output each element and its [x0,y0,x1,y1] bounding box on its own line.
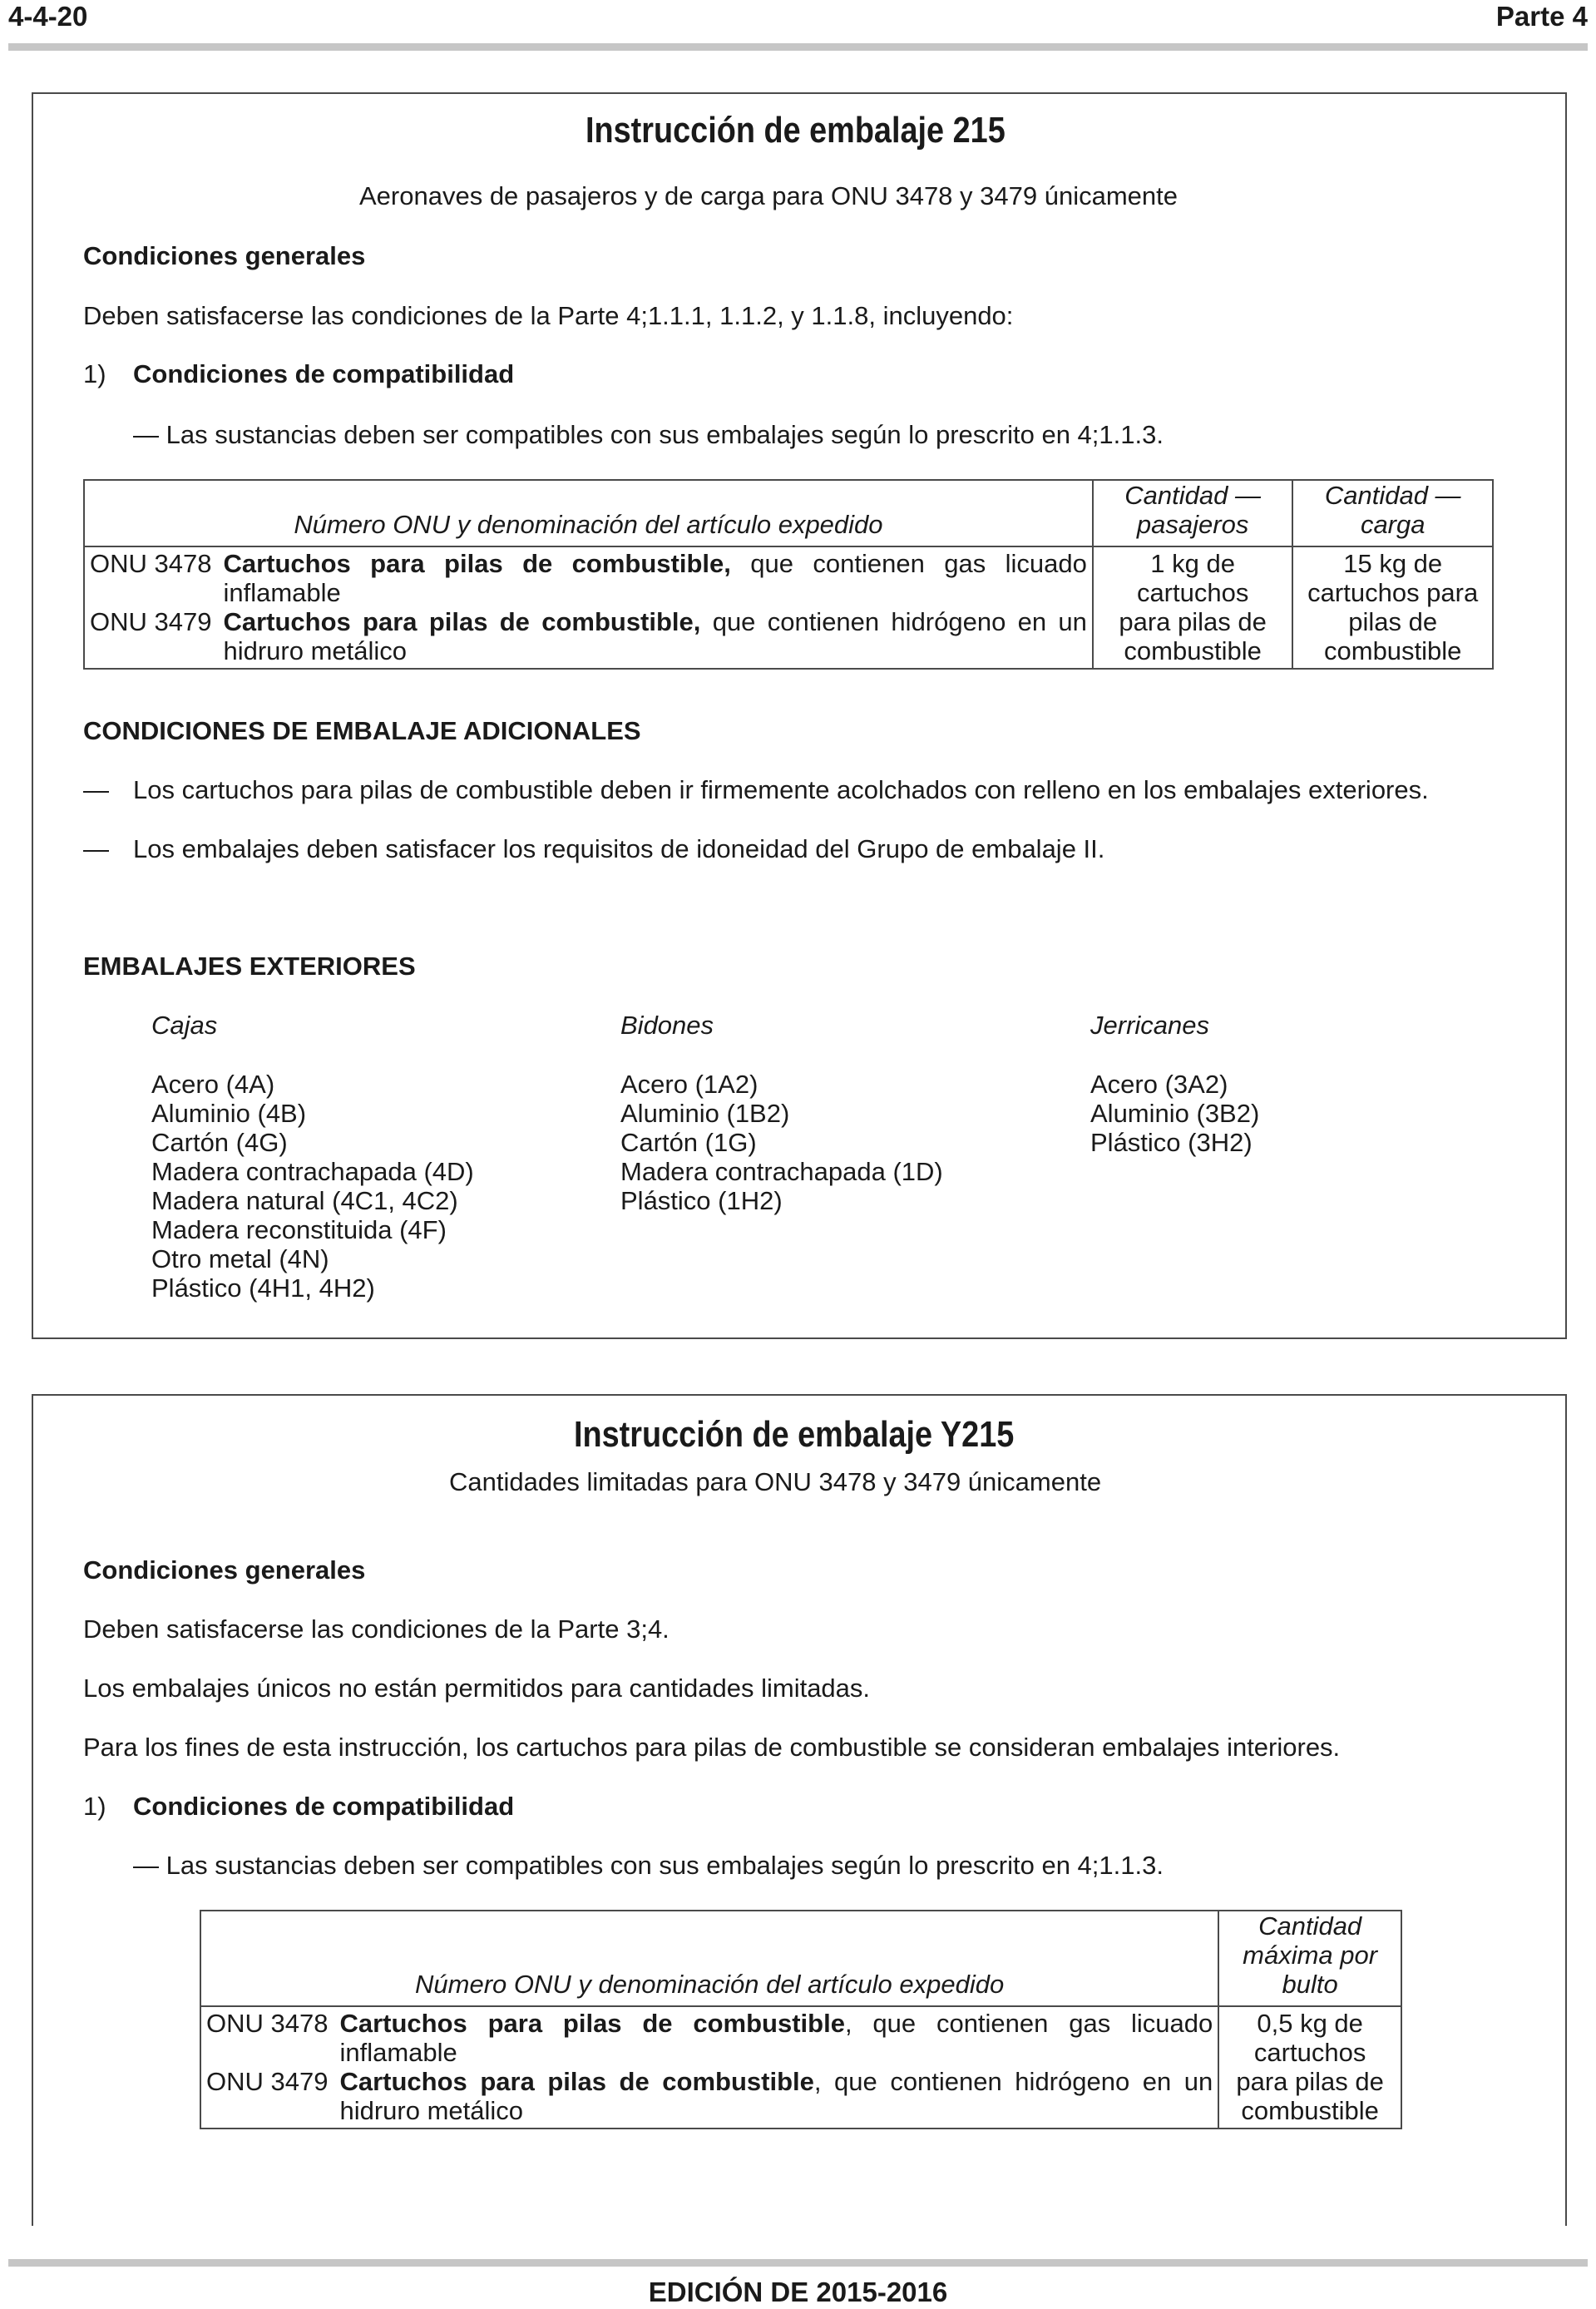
header-qty-passenger: Cantidad — pasajeros [1093,480,1293,546]
piy215-text-1: Deben satisfacerse las condiciones de la Parte 3;4. [83,1614,670,1644]
pi215-quantity-table [83,479,1494,670]
header-item: Número ONU y denominación del artículo expedido [200,1911,1218,2006]
max-qty-cell: 0,5 kg de cartuchos para pilas de combustible [1218,2006,1401,2129]
piy215-general-heading: Condiciones generales [83,1555,366,1585]
list-item: Plástico (3H2) [1090,1128,1253,1157]
list-item: ONU 3478 Cartuchos para pilas de combustible, que contienen gas licuado inflamable [90,549,1087,607]
header-rule [8,43,1588,51]
list-item: Madera contrachapada (4D) [151,1157,474,1186]
piy215-compat-heading: Condiciones de compatibilidad [133,1792,515,1821]
piy215-title: Instrucción de embalaje Y215 [574,1414,1015,1455]
header-max-qty: Cantidad máxima por bulto [1218,1911,1401,2006]
items-cell [200,2006,1218,2129]
list-item: Madera natural (4C1, 4C2) [151,1186,458,1215]
pi215-general-heading: Condiciones generales [83,241,366,270]
pi215-subtitle: Aeronaves de pasajeros y de carga para ONU 3478 y 3479 únicamente [359,181,1178,210]
table-header-row [200,1911,1401,2006]
list-item: Plástico (1H2) [620,1186,783,1215]
table-header-row [84,480,1493,546]
items-cell [84,546,1093,669]
list-item: Plástico (4H1, 4H2) [151,1273,375,1303]
list-item: ONU 3479 Cartuchos para pilas de combustible, que contienen hidrógeno en un hidruro metálico [206,2067,1213,2125]
edition-footer: EDICIÓN DE 2015-2016 [648,2277,948,2307]
jerricans-title: Jerricanes [1090,1011,1209,1040]
pi215-compat-text: — Las sustancias deben ser compatibles con sus embalajes según lo prescrito en 4;1.1.3. [133,420,1164,449]
list-item: ONU 3478 Cartuchos para pilas de combustible, que contienen gas licuado inflamable [206,2009,1213,2067]
part-label: Parte 4 [1495,1,1588,32]
list-item: Aluminio (1B2) [620,1099,790,1128]
outer-boxes-column [151,1011,474,1303]
pi215-additional-1: Los cartuchos para pilas de combustible deben ir firmemente acolchados con relleno en los embalajes exteriores. [133,775,1429,804]
list-item: ONU 3479 Cartuchos para pilas de combustible, que contienen hidrógeno en un hidruro metálico [90,607,1087,665]
outer-drums-column [620,1011,943,1215]
pi215-additional-heading: CONDICIONES DE EMBALAJE ADICIONALES [83,716,641,745]
pi215-compat-number: 1) [83,359,106,388]
list-item: Acero (1A2) [620,1070,758,1099]
list-item: Acero (4A) [151,1070,275,1099]
qty-passenger-cell: 1 kg de cartuchos para pilas de combustible [1093,546,1293,669]
list-item: Acero (3A2) [1090,1070,1228,1099]
header-qty-cargo: Cantidad — carga [1292,480,1493,546]
drums-title: Bidones [620,1011,714,1040]
dash-1: — [83,775,109,804]
table-row [84,546,1493,669]
piy215-quantity-table [200,1910,1402,2129]
list-item: Cartón (1G) [620,1128,757,1157]
list-item: Aluminio (4B) [151,1099,307,1128]
list-item: Madera contrachapada (1D) [620,1157,943,1186]
boxes-title: Cajas [151,1011,218,1040]
list-item: Cartón (4G) [151,1128,288,1157]
dash-2: — [83,834,109,863]
piy215-compat-number: 1) [83,1792,106,1821]
pi215-title: Instrucción de embalaje 215 [586,110,1006,151]
page-number: 4-4-20 [8,1,88,32]
pi215-additional-2: Los embalajes deben satisfacer los requisitos de idoneidad del Grupo de embalaje II. [133,834,1105,863]
pi215-outer-heading: EMBALAJES EXTERIORES [83,952,416,981]
pi215-general-text: Deben satisfacerse las condiciones de la Parte 4;1.1.1, 1.1.2, y 1.1.8, incluyendo: [83,301,1014,330]
piy215-subtitle: Cantidades limitadas para ONU 3478 y 3479 únicamente [449,1467,1102,1496]
piy215-text-3: Para los fines de esta instrucción, los cartuchos para pilas de combustible se consideran embalajes interiores. [83,1733,1341,1762]
list-item: Aluminio (3B2) [1090,1099,1260,1128]
header-item: Número ONU y denominación del artículo expedido [84,480,1093,546]
qty-cargo-cell: 15 kg de cartuchos para pilas de combustible [1292,546,1493,669]
pi215-compat-heading: Condiciones de compatibilidad [133,359,515,388]
list-item: Otro metal (4N) [151,1244,329,1273]
footer-rule [8,2259,1588,2267]
list-item: Madera reconstituida (4F) [151,1215,447,1244]
piy215-text-2: Los embalajes únicos no están permitidos para cantidades limitadas. [83,1674,871,1703]
outer-jerricans-column [1090,1011,1259,1157]
piy215-compat-text: — Las sustancias deben ser compatibles con sus embalajes según lo prescrito en 4;1.1.3. [133,1851,1164,1880]
table-row [200,2006,1401,2129]
